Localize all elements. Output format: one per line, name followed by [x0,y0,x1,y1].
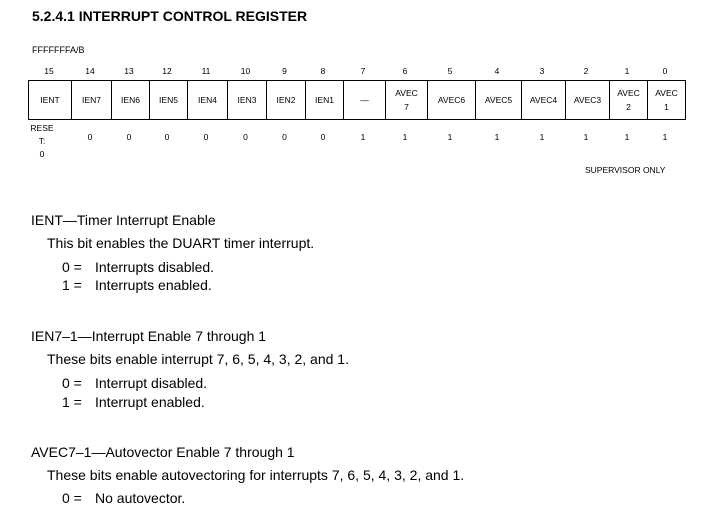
bit-number: 4 [494,66,500,76]
reset-value: 1 [624,132,630,142]
value-text: Interrupts enabled. [95,277,212,293]
register-field-cell: AVEC6 [427,81,475,119]
access-note: SUPERVISOR ONLY [585,165,666,175]
register-field-cell: — [343,81,385,119]
avec-value-0 [62,490,185,506]
register-field-cell: IEN6 [111,81,149,119]
ien-description: These bits enable interrupt 7, 6, 5, 4, 3, 2, and 1. [47,351,349,367]
bit-number: 9 [282,66,287,76]
reset-value: 0 [243,132,248,142]
bit-number: 6 [402,66,408,76]
value-code: 1 = [62,394,82,410]
bit-number: 7 [360,66,366,76]
ient-description: This bit enables the DUART timer interrupt. [47,235,315,251]
value-code: 0 = [62,375,82,391]
reset-value: 1 [494,132,500,142]
register-field-cell: AVEC4 [521,81,565,119]
ient-field-name: IENT—Timer Interrupt Enable [31,212,216,228]
bit-number: 15 [44,66,54,76]
ient-value-0 [62,259,214,275]
reset-value: 0 [282,132,287,142]
bit-number: 13 [124,66,134,76]
bit-number: 5 [447,66,453,76]
bit-number: 11 [201,66,211,76]
register-field-cell: IEN7 [71,81,111,119]
reset-value: 1 [360,132,366,142]
value-code: 0 = [62,259,82,275]
reset-value: 0 [164,132,170,142]
reset-value: 1 [583,132,589,142]
reset-value: 1 [447,132,453,142]
reset-label: RESE T: 0 [30,123,54,159]
value-code: 0 = [62,490,82,506]
ien-field-name: IEN7–1—Interrupt Enable 7 through 1 [31,328,267,344]
avec-description: These bits enable autovectoring for interrupts 7, 6, 5, 4, 3, 2, and 1. [47,467,465,483]
bit-number: 14 [85,66,95,76]
bit-number: 1 [624,66,630,76]
value-text: Interrupt disabled. [95,375,208,391]
bit-number-row [28,66,686,78]
register-field-cell: IEN2 [266,81,305,119]
section-title: 5.2.4.1 INTERRUPT CONTROL REGISTER [32,8,308,24]
register-address: FFFFFFFA/B [32,45,85,55]
register-field-cell: IENT [40,95,60,105]
register-field-cell: AVEC 1 [647,81,685,119]
register-field-cell: IEN5 [149,81,187,119]
register-field-cell: IEN3 [227,81,266,119]
value-text: No autovector. [95,490,186,506]
reset-value: 0 [126,132,132,142]
bit-number: 8 [320,66,326,76]
ien-value-1 [62,394,205,410]
ien-value-0 [62,375,207,391]
register-field-cell: AVEC 7 [385,81,427,119]
bit-number: 2 [583,66,589,76]
register-field-cell: AVEC 2 [609,81,647,119]
register-field-cell: IEN4 [187,81,227,119]
reset-value: 0 [203,132,209,142]
register-field-row [29,81,685,119]
value-text: Interrupt enabled. [95,394,205,410]
register-field-cell: IEN1 [305,81,343,119]
reset-value: 1 [539,132,545,142]
reset-value: 1 [402,132,408,142]
ient-value-1 [62,277,212,293]
bit-number: 10 [240,66,251,76]
reset-value: 0 [320,132,326,142]
avec-field-name: AVEC7–1—Autovector Enable 7 through 1 [31,444,295,460]
bit-number: 3 [539,66,545,76]
value-code: 1 = [62,277,82,293]
value-text: Interrupts disabled. [95,259,215,275]
register-diagram [28,80,686,120]
reset-value: 1 [662,132,668,142]
bit-number: 12 [162,66,172,76]
reset-value-row [28,132,686,144]
reset-value: 0 [87,132,93,142]
register-field-cell: AVEC3 [565,81,609,119]
register-field-cell: AVEC5 [475,81,521,119]
bit-number: 0 [662,66,668,76]
